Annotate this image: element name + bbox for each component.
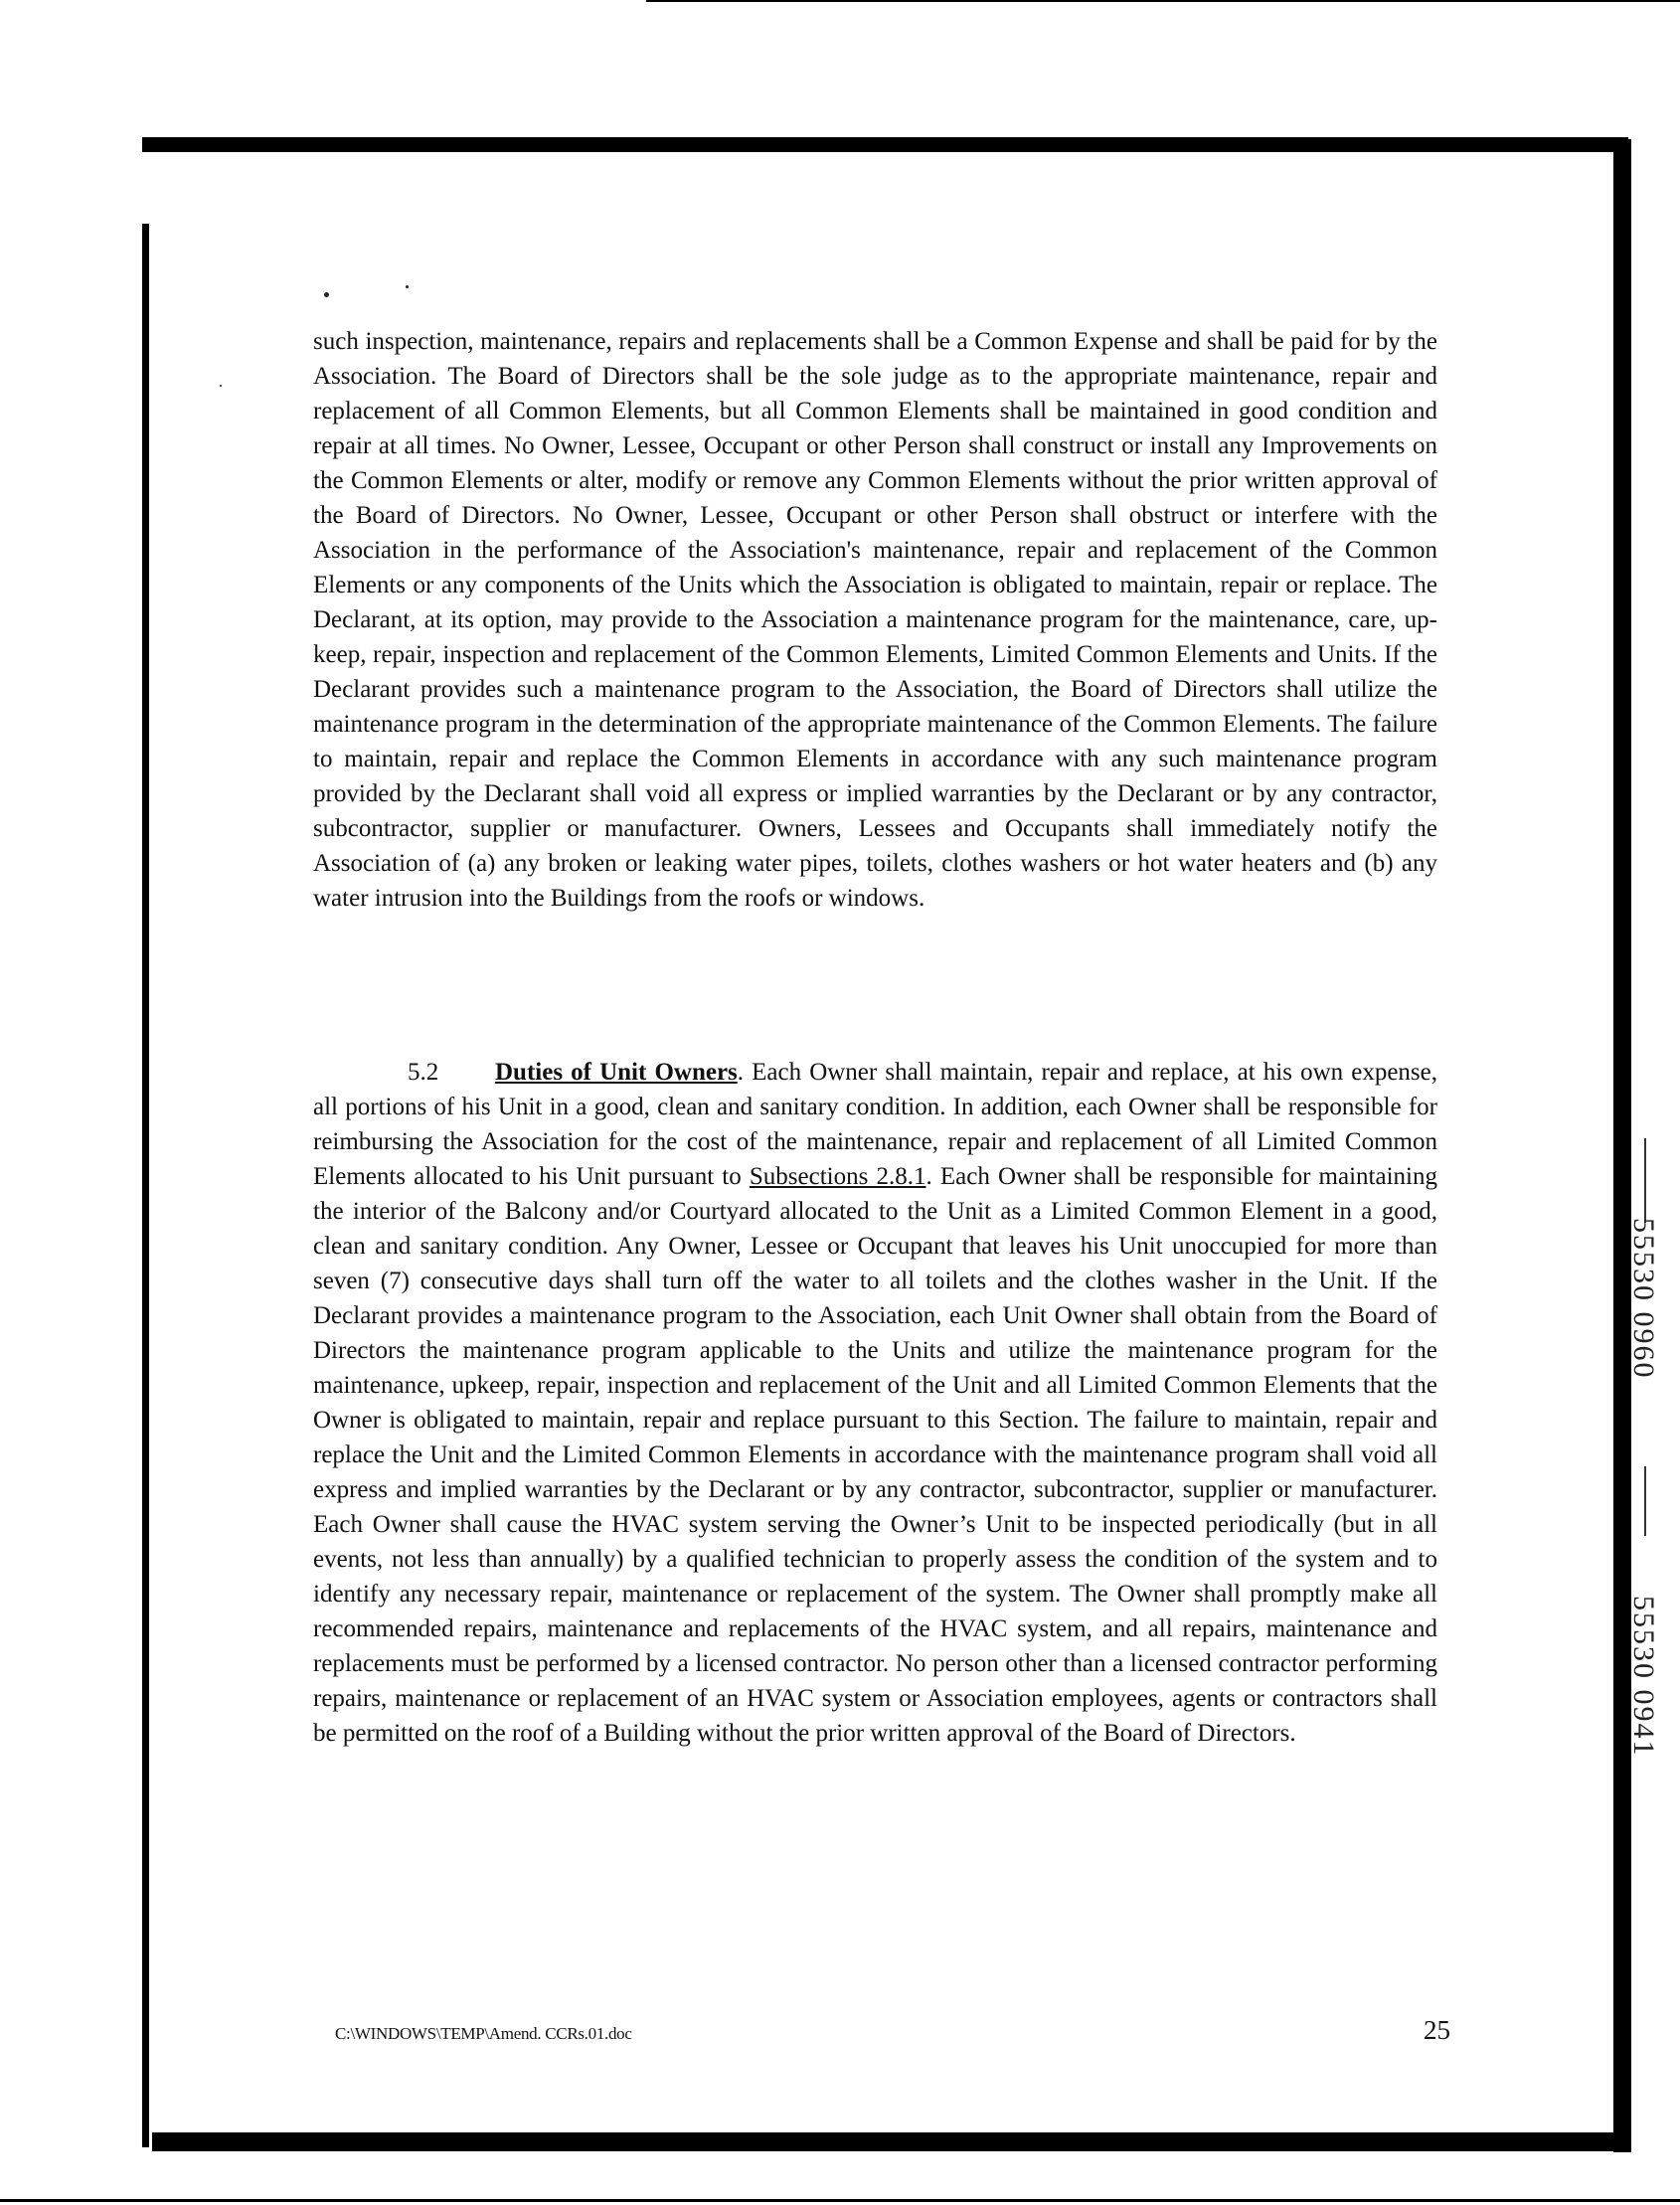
section-text [313,1055,1437,1751]
left-border-edge [142,224,149,2147]
page-number: 25 [1424,2015,1450,2045]
body-paragraph-continued [313,324,1437,916]
stamp-rule [1644,1138,1646,1223]
recording-stamp-lower: 55530 0941 [1627,1596,1660,1758]
subsection-reference: Subsections 2.8.1 [749,1163,926,1190]
top-scan-edge [646,0,1680,2]
footer-file-path: C:\WINDOWS\TEMP\Amend. CCRs.01.doc [335,2024,632,2043]
bottom-scan-edge [0,2199,1680,2202]
scan-speck [220,385,222,387]
right-border-bar [1613,139,1631,2152]
section-body-part-b: . Each Owner shall be responsible for maintaining the interior of the Balcony and/or Courtyard allocated to the Unit as a Limited Common Element in a good, clean and sanitary condition. Any Owner, Lessee or Occupant that leaves his Unit unoccupied for more than seven (7) consecutive days shall turn off the water to all toilets and the clothes washer in the Unit. If the Declarant provides a maintenance program to the Association, each Unit Owner shall obtain from the Board of Directors the maintenance program applicable to the Units and utilize the maintenance program for the maintenance, upkeep, repair, inspection and replacement of the Unit and all Limited Common Elements that the Owner is obligated to maintain, repair and replace pursuant to this Section. The failure to maintain, repair and replace the Unit and the Limited Common Elements in accordance with the maintenance program shall void all express and implied warranties by the Declarant or by any contractor, subcontractor, supplier or manufacturer. Each Owner shall cause the HVAC system serving the Owner’s Unit to be inspected periodically (but in all events, not less than annually) by a qualified technician to properly assess the condition of the system and to identify any necessary repair, maintenance or replacement of the system. The Owner shall promptly make all recommended repairs, maintenance and replacements of the HVAC system, and all repairs, maintenance and replacements must be performed by a licensed contractor. No person other than a licensed contractor performing repairs, maintenance or replacement of an HVAC system or Association employees, agents or contractors shall be permitted on the roof of a Building without the prior written approval of the Board of Directors. [313,1163,1437,1747]
stamp-rule [1644,1466,1646,1536]
section-5-2-paragraph [313,1055,1437,1751]
scan-speck [406,285,409,288]
bottom-border-bar [152,2132,1631,2151]
section-body-part-a: . Each Owner shall maintain, repair and replace, at his own expense, all portions of his Unit in a good, clean and sanitary condition. In addition, each Owner shall be responsible for reimbursing the Association for the cost of the maintenance, repair and replacement of all Limited Common Elements allocated to his Unit pursuant to [313,1059,1437,1190]
recording-stamp-upper: 55530 0960 [1627,1218,1660,1380]
top-border-bar [142,137,1628,152]
section-number: 5.2 [408,1059,439,1086]
scan-speck [324,292,329,297]
paragraph-text: such inspection, maintenance, repairs and replacements shall be a Common Expense and shall be paid for by the Association. The Board of Directors shall be the sole judge as to the appropriate maintenance, repair and replacement of all Common Elements, but all Common Elements shall be maintained in good condition and repair at all times. No Owner, Lessee, Occupant or other Person shall construct or install any Improvements on the Common Elements or alter, modify or remove any Common Elements without the prior written approval of the Board of Directors. No Owner, Lessee, Occupant or other Person shall obstruct or interfere with the Association in the performance of the Association's maintenance, repair and replacement of the Common Elements or any components of the Units which the Association is obligated to maintain, repair or replace. The Declarant, at its option, may provide to the Association a maintenance program for the maintenance, care, up-keep, repair, inspection and replacement of the Common Elements, Limited Common Elements and Units. If the Declarant provides such a maintenance program to the Association, the Board of Directors shall utilize the maintenance program in the determination of the appropriate maintenance of the Common Elements. The failure to maintain, repair and replace the Common Elements in accordance with any such maintenance program provided by the Declarant shall void all express or implied warranties by the Declarant or by any contractor, subcontractor, supplier or manufacturer. Owners, Lessees and Occupants shall immediately notify the Association of (a) any broken or leaking water pipes, toilets, clothes washers or hot water heaters and (b) any water intrusion into the Buildings from the roofs or windows. [313,328,1437,912]
section-heading: Duties of Unit Owners [495,1059,738,1086]
